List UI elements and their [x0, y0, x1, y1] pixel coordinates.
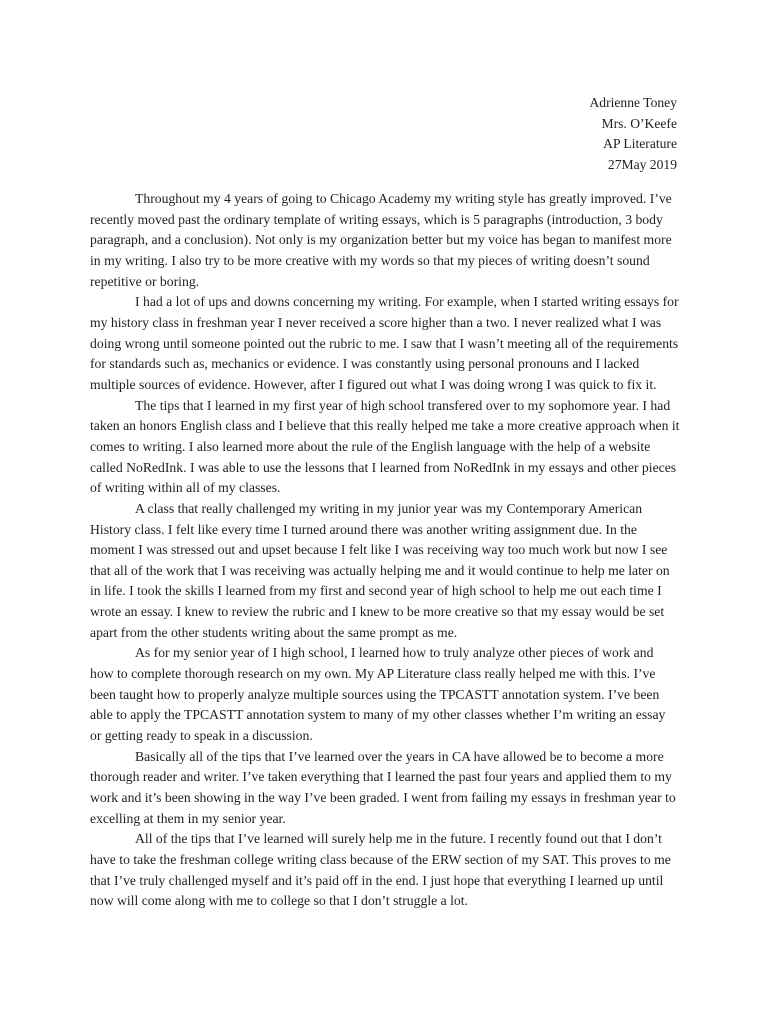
course-name: AP Literature — [603, 136, 677, 151]
paragraph-3: The tips that I learned in my first year of high school transfered over to my sophomore year. I had taken an honors English class and I believe that this really helped me take a more creative approach when it comes to writing. I also learned more about the rule of the English language with the help of a website called NoRedInk. I was able to use the lessons that I learned from NoRedInk in my essays and other pieces of writing within all of my classes. — [90, 397, 680, 496]
paragraph-4: A class that really challenged my writing in my junior year was my Contemporary American History class. I felt like every time I turned around there was another writing assignment due. In the moment I was stressed out and upset because I felt like I was receiving way too much work but now I see that all of the work that I was receiving was actually helping me and it would continue to help me later on in life. I took the skills I learned from my first and second year of high school to help me out each time I wrote an essay. I knew to review the rubric and I knew to be more creative so that my essay would be set apart from the other students writing about the same prompt as me. — [90, 500, 670, 640]
paragraph-7: All of the tips that I’ve learned will surely help me in the future. I recently found out that I don’t have to take the freshman college writing class because of the ERW section of my SAT. This proves to me that I’ve truly challenged myself and it’s paid off in the end. I just hope that everything I learned up until now will come along with me to college so that I don’t struggle a lot. — [90, 831, 671, 909]
paragraph-5: As for my senior year of I high school, I learned how to truly analyze other pieces of work and how to complete thorough research on my own. My AP Literature class really helped me with this. I’ve been taught how to properly analyze multiple sources using the TPCASTT annotation system. I’ve been able to apply the TPCASTT annotation system to many of my other classes whether I’m writing an essay or getting ready to speak in a discussion. — [90, 645, 666, 744]
paragraph-2: I had a lot of ups and downs concerning my writing. For example, when I started writing essays for my history class in freshman year I never received a score higher than a two. I never realized what I was doing wrong until someone pointed out the rubric to me. I saw that I wasn’t meeting all of the requirements for standards such as, mechanics or evidence. I was constantly using personal pronouns and I lacked multiple sources of evidence. However, after I figured out what I was doing wrong I was quick to fix it. — [90, 294, 679, 392]
paragraph-1: Throughout my 4 years of going to Chicago Academy my writing style has greatly improved. I’ve recently moved past the ordinary template of writing essays, which is 5 paragraphs (introduction, 3 body paragraph, and a conclusion). Not only is my organization better but my voice has began to manifest more in my writing. I also try to be more creative with my words so that my pieces of writing doesn’t sound repetitive or boring. — [90, 191, 672, 289]
essay-heading — [589, 93, 677, 175]
instructor-name: Mrs. O’Keefe — [601, 115, 677, 131]
author-name: Adrienne Toney — [589, 95, 677, 110]
essay-body — [90, 189, 680, 912]
paragraph-6: Basically all of the tips that I’ve learned over the years in CA have allowed be to become a more thorough reader and writer. I’ve taken everything that I learned the past four years and applied them to my work and it’s been showing in the way I’ve been graded. I went from failing my essays in freshman year to excelling at them in my senior year. — [90, 748, 676, 826]
essay-date: 27May 2019 — [607, 156, 677, 172]
